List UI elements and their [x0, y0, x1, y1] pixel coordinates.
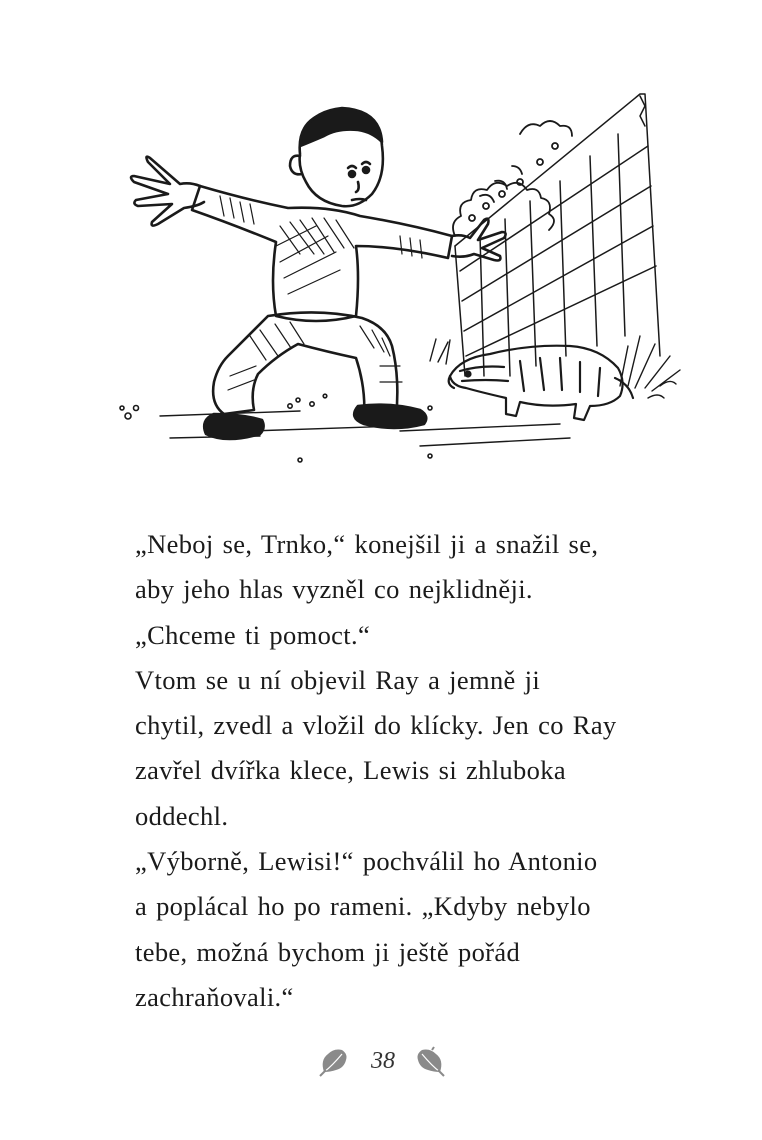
- page-number: 38: [371, 1048, 395, 1074]
- paragraph-1: [106, 522, 640, 658]
- paragraph-3-line-3: tebe, možná bychom ji ještě pořád: [135, 936, 521, 967]
- bush: [453, 121, 572, 236]
- paragraph-2-line-3: zavřel dvířka klece, Lewis si zhluboka: [135, 755, 566, 786]
- paragraph-3-line-4: zachraňovali.“: [135, 981, 294, 1012]
- paragraph-2-line-4: oddechl.: [135, 800, 229, 831]
- page-footer: [0, 1040, 762, 1086]
- boy: [131, 108, 506, 439]
- leaf-icon: [412, 1046, 446, 1080]
- badger: [449, 346, 633, 420]
- illustration-boy-and-badger: [100, 86, 690, 476]
- paragraph-2-line-2: chytil, zvedl a vložil do klícky. Jen co Ray: [135, 710, 617, 741]
- paragraph-2: [106, 658, 640, 839]
- paragraph-1-line-3: „Chceme ti pomoct.“: [135, 619, 371, 650]
- stone-wall: [455, 94, 660, 376]
- paragraph-1-line-2: aby jeho hlas vyzněl co nejklidněji.: [135, 574, 533, 605]
- leaf-icon: [318, 1046, 352, 1080]
- paragraph-3-line-1: „Výborně, Lewisi!“ pochválil ho Antonio: [135, 846, 598, 877]
- paragraph-3: [106, 839, 640, 1020]
- paragraph-2-line-1: Vtom se u ní objevil Ray a jemně ji: [135, 664, 541, 695]
- paragraph-1-line-1: „Neboj se, Trnko,“ konejšil ji a snažil se,: [135, 529, 599, 559]
- paragraph-3-line-2: a poplácal ho po rameni. „Kdyby nebylo: [135, 891, 591, 922]
- story-text: [106, 522, 640, 1020]
